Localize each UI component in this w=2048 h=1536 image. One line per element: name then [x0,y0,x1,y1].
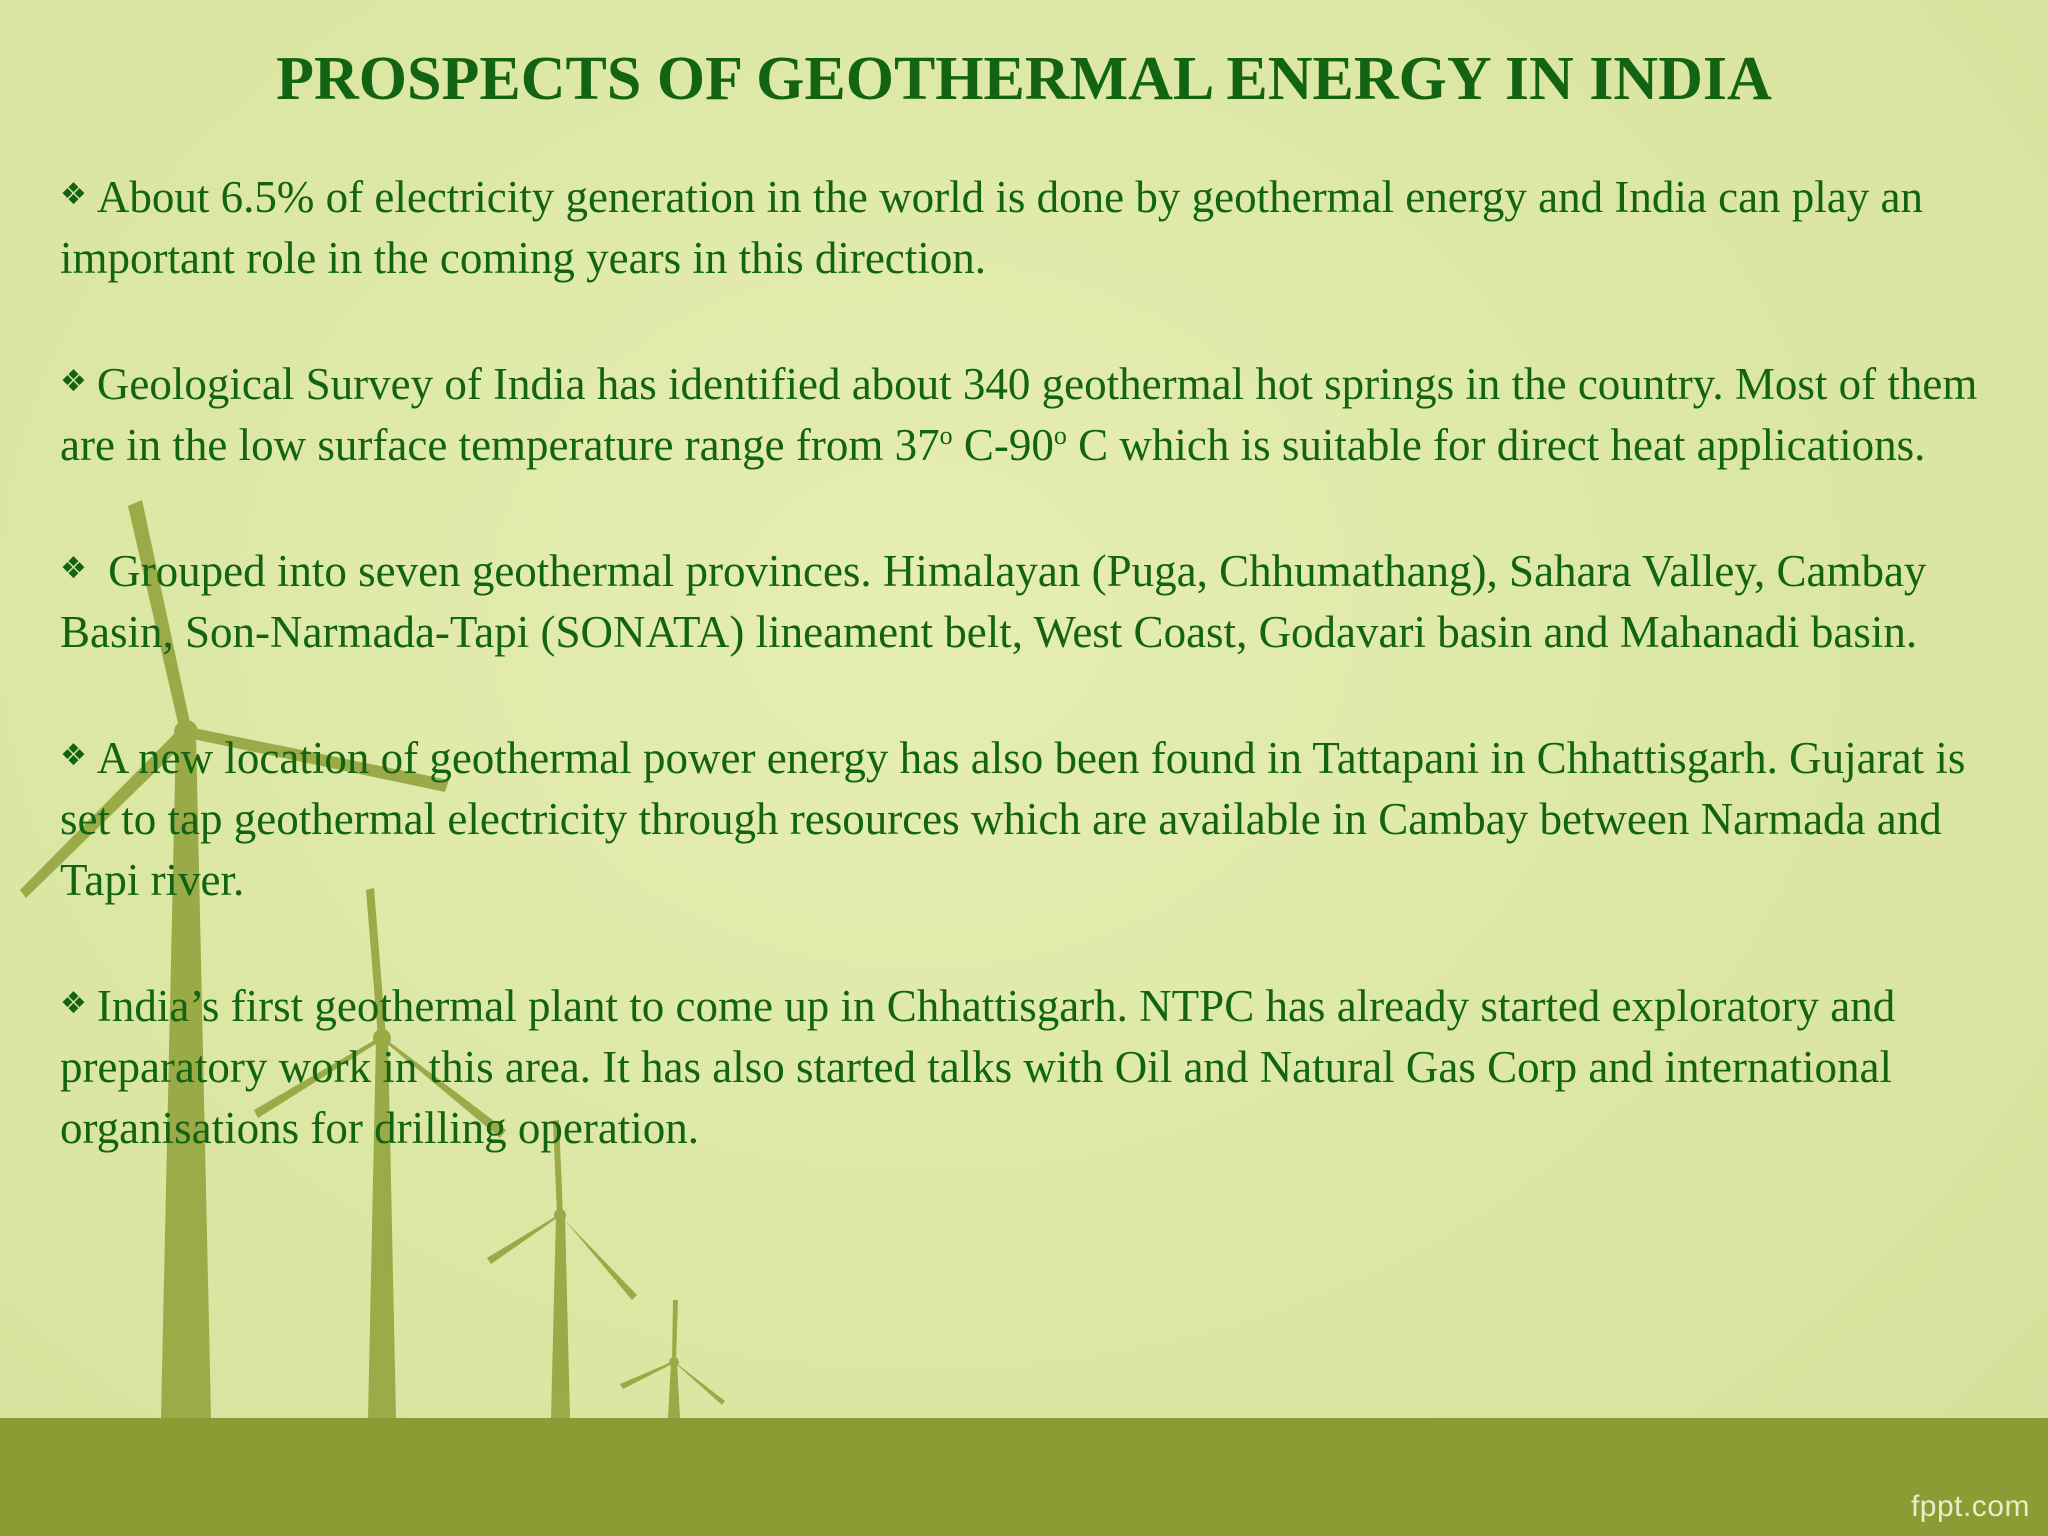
turbine-blade [672,1360,725,1405]
turbine-blade [557,1212,637,1300]
turbine-tower-small [551,1215,570,1418]
degree-superscript: o [939,421,953,450]
bullet-text: About 6.5% of electricity generation in the world is done by geothermal energy and India can play an important role in the coming years in this direction. [60,172,1923,283]
bullet-text: India’s first geothermal plant to come up in Chhattisgarh. NTPC has already started exploratory and preparatory work in this area. It has also started talks with Oil and Natural Gas Corp and international organisations for drilling operation. [60,981,1896,1153]
bullet-item [60,973,2020,1159]
ground-strip [0,1418,2048,1536]
four-diamond-bullet-icon: ❖ [60,738,87,773]
degree-superscript: o [1053,421,1067,450]
bullet-text: Grouped into seven geothermal provinces. Himalayan (Puga, Chhumathang), Sahara Valley, Cambay Basin, Son-Narmada-Tapi (SONATA) lineament belt, West Coast, Godavari basin and Mahanadi basin. [60,546,1927,657]
four-diamond-bullet-icon: ❖ [60,177,87,212]
brand-watermark: fppt.com [1910,1490,2030,1523]
slide-title: PROSPECTS OF GEOTHERMAL ENERGY IN INDIA [276,45,1772,113]
bullet-text-mid: C-90 [952,420,1054,470]
bullet-text-tail: C which is suitable for direct heat applications. [1066,420,1926,470]
bullet-text: Geological Survey of India has identified about 340 geothermal hot springs in the country. Most of them are in the low surface temperature range from 37 [60,359,1978,470]
four-diamond-bullet-icon: ❖ [60,551,87,586]
bullet-item [60,538,2020,663]
bullet-item [60,725,2020,911]
bullet-item [60,351,2020,476]
turbine-blade [672,1300,678,1362]
four-diamond-bullet-icon: ❖ [60,364,87,399]
four-diamond-bullet-icon: ❖ [60,986,87,1021]
turbine-blade [620,1360,676,1389]
bullet-item [60,164,2020,289]
bullet-list [60,164,2020,1221]
bullet-text: A new location of geothermal power energy has also been found in Tattapani in Chhattisgarh. Gujarat is set to tap geothermal electricity through resources which are available in Cambay between Narmada and Tapi river. [60,733,1966,905]
turbine-tower-tiny [668,1362,680,1418]
